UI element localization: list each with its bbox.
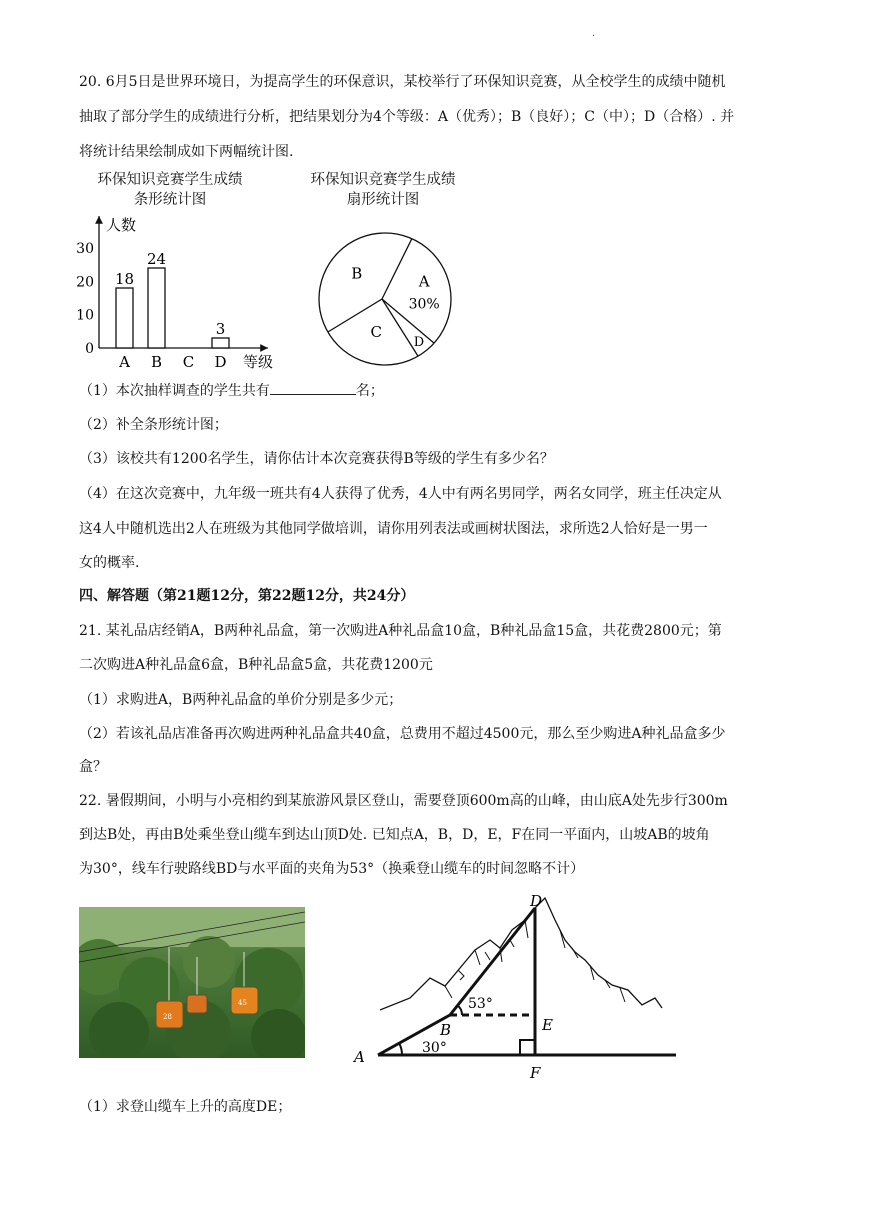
label-E: E bbox=[542, 1016, 553, 1034]
y-tick-label: 30 bbox=[76, 241, 94, 257]
q20-part1-suffix: 名； bbox=[355, 383, 384, 399]
section4-heading: 四、解答题（第21题12分，第22题12分，共24分） bbox=[79, 588, 415, 604]
pie-chart-title-line2: 扇形统计图 bbox=[346, 192, 420, 208]
pie-percent-A: 30% bbox=[408, 296, 440, 313]
pie-label-C: C bbox=[370, 322, 382, 341]
label-D: D bbox=[530, 892, 543, 910]
bar-chart-title-line1: 环保知识竞赛学生成绩 bbox=[97, 172, 243, 188]
angle-30-label: 30° bbox=[422, 1040, 447, 1056]
q21-part2-line1: （2）若该礼品店准备再次购进两种礼品盒共40盒，总费用不超过4500元，那么至少购进A种礼品盒多少 bbox=[79, 726, 726, 742]
q20-line3: 将统计结果绘制成如下两幅统计图. bbox=[79, 144, 294, 160]
q20-part1 bbox=[79, 380, 384, 401]
bar-A bbox=[116, 288, 133, 348]
x-tick-label-D: D bbox=[214, 353, 227, 371]
y-tick-label: 10 bbox=[76, 307, 94, 324]
mountain-outline bbox=[380, 898, 662, 1010]
q22-line1: 22. 暑假期间，小明与小亮相约到某旅游风景区登山，需要登顶600m高的山峰，由山底A处先步行300m bbox=[79, 793, 728, 809]
y-tick-label: 0 bbox=[85, 341, 94, 357]
bar-D bbox=[212, 338, 229, 348]
q21-part1: （1）求购进A，B两种礼品盒的单价分别是多少元； bbox=[79, 692, 403, 708]
cable-car-photo bbox=[79, 907, 305, 1058]
q20-part4-line2: 这4人中随机选出2人在班级为其他同学做培训，请你用列表法或画树状图法，求所选2人恰好是一男一 bbox=[79, 521, 708, 537]
label-B: B bbox=[440, 1021, 452, 1039]
right-angle-mark bbox=[520, 1040, 535, 1055]
pie-label-D: D bbox=[413, 334, 425, 350]
x-axis-label: 等级 bbox=[243, 353, 274, 371]
y-tick-label: 20 bbox=[76, 274, 94, 291]
answer-blank[interactable] bbox=[270, 380, 356, 395]
photo-illustration bbox=[79, 907, 305, 1058]
q20-part2: （2）补全条形统计图； bbox=[79, 417, 228, 433]
x-tick-label-A: A bbox=[119, 353, 130, 371]
bar-B bbox=[148, 268, 165, 348]
cabin-number-2: 45 bbox=[238, 999, 247, 1007]
y-axis-label: 人数 bbox=[106, 216, 137, 234]
x-tick-label-B: B bbox=[150, 353, 163, 371]
label-A: A bbox=[354, 1048, 365, 1066]
angle-53-arc bbox=[457, 1005, 462, 1015]
bar-value-label-D: 3 bbox=[215, 320, 226, 338]
pie-chart bbox=[310, 226, 460, 372]
pie-label-A: A bbox=[418, 272, 430, 291]
angle-30-arc bbox=[399, 1043, 402, 1055]
q21-line1: 21. 某礼品店经销A，B两种礼品盒，第一次购进A种礼品盒10盒，B种礼品盒15盒，共花费2800元；第 bbox=[79, 623, 722, 639]
q20-part3: （3）该校共有1200名学生，请你估计本次竞赛获得B等级的学生有多少名？ bbox=[79, 451, 554, 467]
label-F: F bbox=[530, 1064, 541, 1082]
x-tick-label-C: C bbox=[182, 353, 195, 371]
cable-car-cabin bbox=[187, 995, 207, 1013]
q20-line2: 抽取了部分学生的成绩进行分析，把结果划分为4个等级：A（优秀）；B（良好）；C（中）；D（合格）. 并 bbox=[79, 109, 735, 125]
bar-chart-title-line2: 条形统计图 bbox=[133, 192, 207, 208]
q21-line2: 二次购进A种礼品盒6盒，B种礼品盒5盒，共花费1200元 bbox=[79, 657, 433, 673]
q20-part1-text: （1）本次抽样调查的学生共有 bbox=[79, 383, 270, 399]
q20-line1: 20. 6月5日是世界环境日，为提高学生的环保意识，某校举行了环保知识竞赛，从全校学生的成绩中随机 bbox=[79, 74, 726, 90]
q22-line3: 为30°，线车行驶路线BD与水平面的夹角为53°（换乘登山缆车的时间忽略不计） bbox=[79, 861, 585, 877]
header-dot: . bbox=[592, 28, 596, 39]
bar-value-label-A: 18 bbox=[114, 270, 135, 288]
mountain-diagram bbox=[350, 890, 685, 1085]
pie-chart-title-line1: 环保知识竞赛学生成绩 bbox=[310, 172, 456, 188]
q22-part1: （1）求登山缆车上升的高度DE； bbox=[79, 1099, 292, 1115]
cabin-number-1: 28 bbox=[163, 1013, 172, 1021]
q20-part4-line1: （4）在这次竞赛中，九年级一班共有4人获得了优秀，4人中有两名男同学，两名女同学，班主任决定从 bbox=[79, 486, 722, 502]
bar-value-label-B: 24 bbox=[146, 250, 167, 268]
q20-part4-line3: 女的概率. bbox=[79, 555, 140, 571]
q22-line2: 到达B处，再由B处乘坐登山缆车到达山顶D处. 已知点A，B，D，E，F在同一平面内，山坡AB的坡角 bbox=[79, 827, 710, 843]
pie-label-B: B bbox=[351, 264, 363, 283]
q21-part2-line2: 盒？ bbox=[79, 759, 107, 775]
angle-53-label: 53° bbox=[468, 996, 493, 1012]
bar-chart bbox=[70, 210, 290, 375]
